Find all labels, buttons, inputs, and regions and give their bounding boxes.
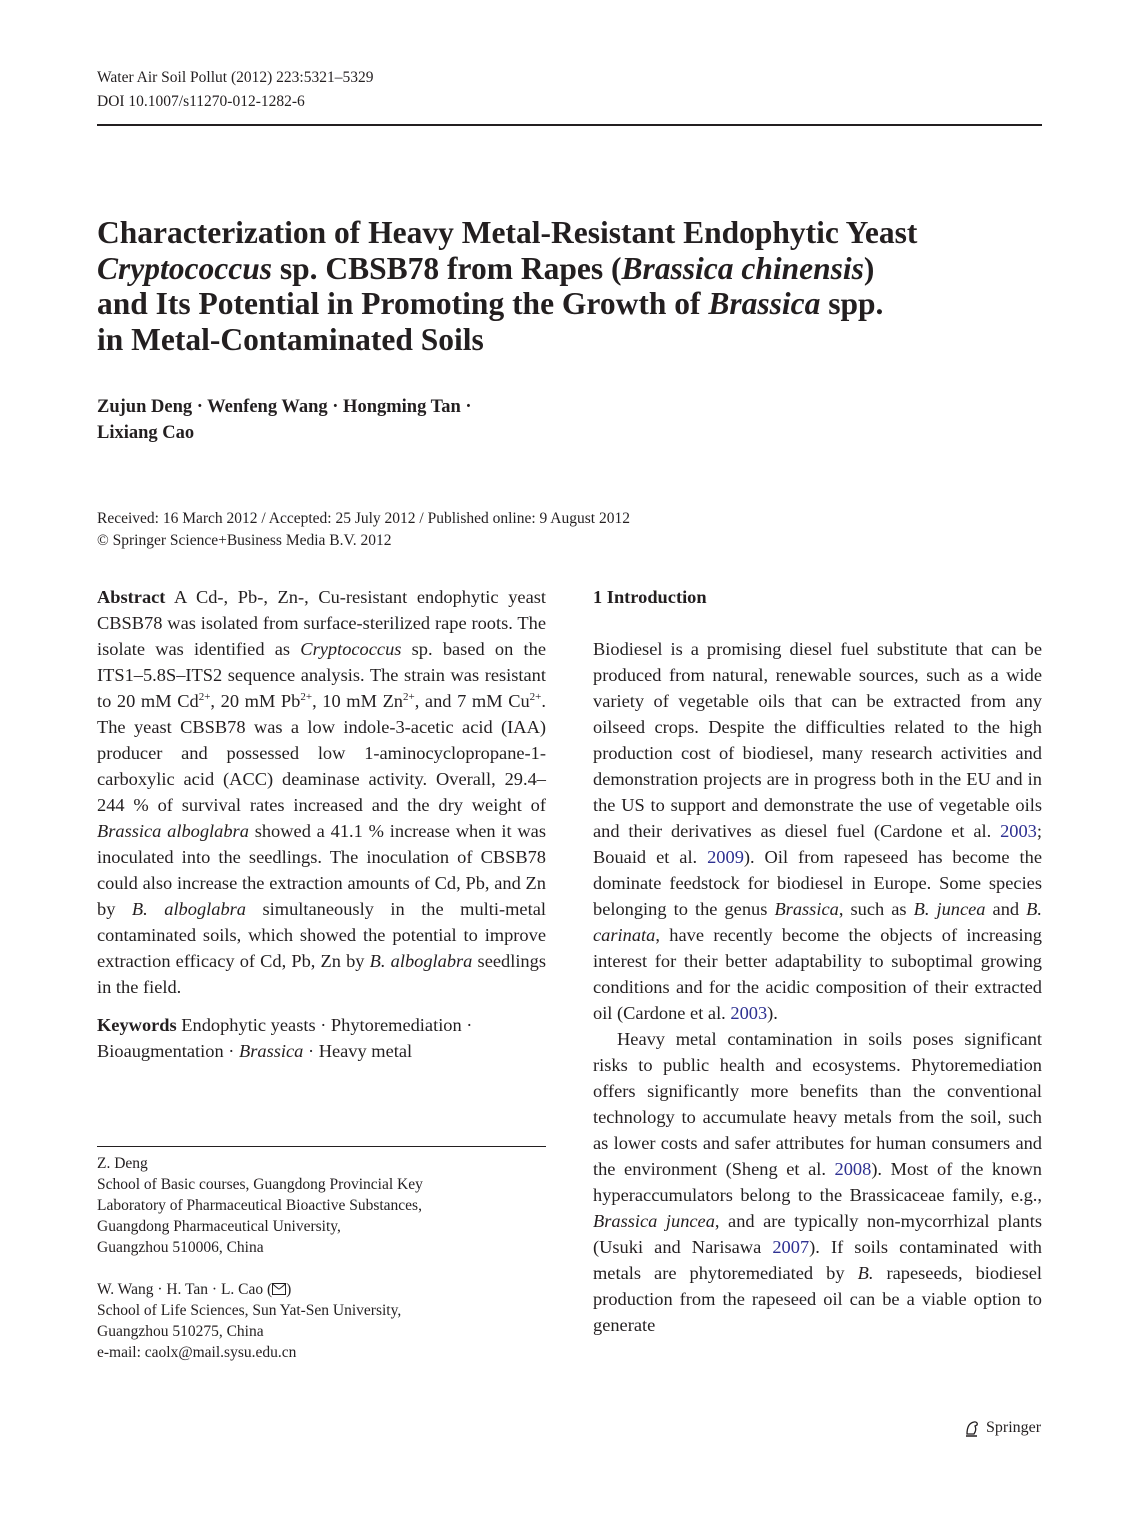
journal-citation: Water Air Soil Pollut (2012) 223:5321–5329 [97,69,374,86]
body-text: Biodiesel is a promising diesel fuel substitute that can be produced from natural, renewable sources, such as a wide variety of vegetable oils that can be extracted from any oilseed crops. Despite the difficulties related to the high production cost of biodiesel, many research activities and demonstration projects are in progress both in the EU and in the US to support and demonstrate the use of vegetable oils and their derivatives as diesel fuel (Cardone et al. [593,639,1042,841]
body-text: ). Oil from rapeseed has become the dominate feedstock for biodiesel in Europe. Some species belonging to the genus [593,847,1043,919]
body-text: and [985,899,1027,919]
running-head [97,66,373,114]
affiliation-line: Guangzhou 510275, China [97,1323,264,1340]
abstract-text: sp. based on the ITS1–5.8S–ITS2 sequence analysis. The strain was resistant to 20 mM Cd [97,639,546,711]
email-link[interactable]: e-mail: caolx@mail.sysu.edu.cn [97,1344,297,1361]
body-text: ). [767,1003,778,1023]
abstract-italic: B. alboglabra [131,899,246,919]
citation-link[interactable]: 2003 [730,1003,768,1023]
body-text: ; Bouaid et al. [593,821,1042,867]
doi: DOI 10.1007/s11270-012-1282-6 [97,93,305,110]
affiliation-line: Guangdong Pharmaceutical University, [97,1218,341,1235]
body-italic: B. juncea [913,899,986,919]
affiliation-line: School of Life Sciences, Sun Yat-Sen University, [97,1302,402,1319]
title-genus: Brassica [708,286,821,321]
keywords-italic: Brassica [239,1041,304,1061]
abstract-text: simultaneously in the multi-metal contaminated soils, which showed the potential to improve extraction efficacy of Cd, Pb, Zn by [97,899,546,971]
body-text: ). If soils contaminated with metals are phytoremediated by [593,1237,1042,1283]
authors [97,394,472,446]
keywords [97,1012,546,1064]
abstract-italic: B. alboglabra [369,951,473,971]
envelope-icon [272,1283,286,1295]
title-text: sp. CBSB78 from Rapes ( [271,250,622,286]
keywords-text: · Heavy metal [303,1041,413,1061]
keywords-label: Keywords [97,1015,177,1035]
left-column [97,584,546,1064]
author-line: Zujun Deng · Wenfeng Wang · Hongming Tan · [97,397,472,417]
intro-paragraph-2 [593,1026,1042,1338]
body-italic: Brassica juncea [593,1211,715,1231]
affiliation [97,1279,546,1363]
springer-horse-icon [962,1418,982,1438]
title-text: ) [863,250,875,286]
title-species: Brassica chinensis [621,250,864,286]
abstract-italic: Cryptococcus [300,639,402,659]
abstract-label: Abstract [97,587,166,607]
abstract-text: showed a 41.1 % increase when it was inoculated into the seedlings. The inoculation of CBSB78 could also increase the extraction amounts of Cd, Pb, and Zn by [97,821,546,919]
publisher-logo [962,1418,1041,1438]
body-text: , and are typically non-mycorrhizal plants (Usuki and Narisawa [593,1211,1042,1257]
affiliation-line: Guangzhou 510006, China [97,1239,264,1256]
body-text: rapeseeds, biodiesel production from the rapeseed oil can be a viable option to generate [593,1263,1042,1335]
copyright: © Springer Science+Business Media B.V. 2012 [97,531,392,549]
author-line: Lixiang Cao [97,423,195,443]
right-column [593,584,1042,1338]
citation-link[interactable]: 2008 [834,1159,872,1179]
body-text: Heavy metal contamination in soils poses significant risks to public health and ecosystems. Phytoremediation offers significantly more benefits than the conventional technology to accumulate heavy metals from the soil, such as lower costs and safer attributes for human consumers and the environment (Sheng et al. [593,1029,1042,1179]
title-text: and Its Potential in Promoting the Growth of [97,286,709,321]
body-italic: B. [857,1263,874,1283]
citation-link[interactable]: 2007 [772,1237,810,1257]
citation-link[interactable]: 2009 [707,847,744,867]
affiliation-name [97,1279,546,1300]
title-genus: Cryptococcus [97,250,272,286]
keywords-text: Endophytic yeasts · Phytoremediation · Bioaugmentation · [97,1015,473,1061]
abstract-text: , and 7 mM Cu [414,691,530,711]
article-dates [97,508,630,551]
affiliation-line: Laboratory of Pharmaceutical Bioactive Substances, [97,1197,422,1214]
superscript: 2+ [529,690,542,703]
publication-history: Received: 16 March 2012 / Accepted: 25 July 2012 / Published online: 9 August 2012 [97,510,630,527]
affiliation-authors: ) [286,1281,292,1298]
affiliation-name: Z. Deng [97,1155,148,1172]
publisher-name: Springer [986,1419,1042,1436]
superscript: 2+ [300,690,313,703]
title-line-4: in Metal-Contaminated Soils [97,321,484,357]
abstract-text: , 20 mM Pb [210,691,301,711]
title-line-1: Characterization of Heavy Metal-Resistant Endophytic Yeast [97,215,918,250]
affiliations [97,1153,546,1384]
body-italic: B. carinata [593,899,1042,945]
superscript: 2+ [403,690,415,703]
affiliation-rule [97,1146,546,1147]
abstract-text: A Cd-, Pb-, Zn-, Cu-resistant endophytic yeast CBSB78 was isolated from surface-sterilized rape roots. The isolate was identified as [97,587,546,659]
body-italic: Brassica [774,899,839,919]
affiliation [97,1153,546,1258]
header-rule [97,124,1042,126]
affiliation-line: School of Basic courses, Guangdong Provincial Key [97,1176,423,1193]
abstract-text: . The yeast CBSB78 was a low indole-3-acetic acid (IAA) producer and possessed low 1-aminocyclopropane-1-carboxylic acid (ACC) deaminase activity. Overall, 29.4–244 % of survival rates increased and the dry weight of [97,691,546,815]
intro-paragraph-1 [593,636,1042,1026]
body-text: , such as [838,899,914,919]
title-text: spp. [820,286,884,321]
abstract-italic: Brassica alboglabra [97,821,249,841]
body-text: ). Most of the known hyperaccumulators belong to the Brassicaceae family, e.g., [593,1159,1042,1205]
citation-link[interactable]: 2003 [1000,821,1037,841]
body-text: , have recently become the objects of increasing interest for their better adaptability to suboptimal growing conditions and for the acidic composition of their extracted oil (Cardone et al. [593,925,1042,1023]
abstract [97,584,546,1000]
superscript: 2+ [198,690,211,703]
section-heading: 1 Introduction [593,587,707,607]
affiliation-authors: W. Wang · H. Tan · L. Cao ( [97,1281,273,1298]
article-title [97,215,997,357]
abstract-text: , 10 mM Zn [312,691,403,711]
abstract-text: seedlings in the field. [97,951,546,997]
